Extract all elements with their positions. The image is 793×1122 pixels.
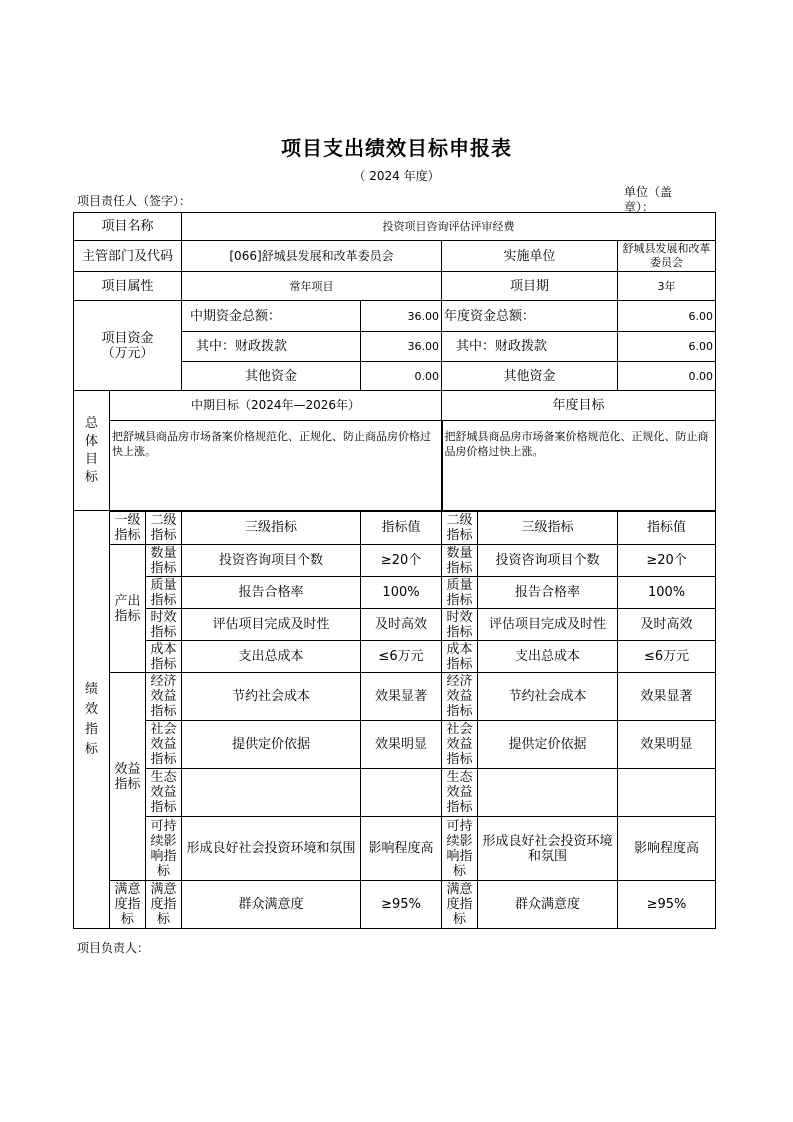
level3-cell: 群众满意度 [182, 881, 361, 929]
project-leader-label: 项目负责人： [77, 941, 150, 955]
level3-cell-year [478, 769, 618, 817]
value-cell: 及时高效 [361, 609, 442, 641]
level3-header-year: 三级指标 [478, 511, 618, 545]
value-cell-year: ≤6万元 [618, 641, 716, 673]
value-cell: 效果显著 [361, 673, 442, 721]
year-goal-header: 年度目标 [442, 391, 716, 421]
level2-cell-year: 满意度指标 [442, 881, 478, 929]
year-goal-text: 把舒城县商品房市场备案价格规范化、正规化、防止商品房价格过快上涨。 [442, 421, 716, 511]
value-header: 指标值 [361, 511, 442, 545]
level3-cell: 评估项目完成及时性 [182, 609, 361, 641]
period-value: 3年 [618, 272, 716, 301]
level3-cell-year: 群众满意度 [478, 881, 618, 929]
level3-cell: 提供定价依据 [182, 721, 361, 769]
year-label: （ 2024 年度） [353, 169, 440, 183]
level2-cell: 时效指标 [146, 609, 182, 641]
level3-cell: 支出总成本 [182, 641, 361, 673]
project-name-label: 项目名称 [74, 213, 182, 241]
value-header-year: 指标值 [618, 511, 716, 545]
attr-value: 常年项目 [182, 272, 442, 301]
level3-cell: 报告合格率 [182, 577, 361, 609]
value-cell-year: 效果显著 [618, 673, 716, 721]
page-title: 项目支出绩效目标申报表 [281, 136, 512, 160]
level2-cell: 数量指标 [146, 545, 182, 577]
level3-cell: 投资咨询项目个数 [182, 545, 361, 577]
value-cell: 100% [361, 577, 442, 609]
level2-cell-year: 社会效益指标 [442, 721, 478, 769]
value-cell-year: 效果明显 [618, 721, 716, 769]
value-cell-year: 及时高效 [618, 609, 716, 641]
value-cell-year: 100% [618, 577, 716, 609]
year-total-label: 年度资金总额： [442, 301, 618, 332]
level3-cell-year: 报告合格率 [478, 577, 618, 609]
level3-cell-year: 节约社会成本 [478, 673, 618, 721]
dept-label: 主管部门及代码 [74, 241, 182, 272]
level3-cell-year: 提供定价依据 [478, 721, 618, 769]
level1-header: 一级指标 [110, 511, 146, 545]
level3-cell [182, 769, 361, 817]
value-cell-year: 影响程度高 [618, 817, 716, 881]
project-name-value: 投资项目咨询评估评审经费 [182, 213, 716, 241]
overall-goal-label: 总体目标 [74, 391, 110, 511]
level3-cell-year: 投资咨询项目个数 [478, 545, 618, 577]
value-cell: 效果明显 [361, 721, 442, 769]
perf-indicators-label: 绩效指标 [74, 511, 110, 929]
mid-total-label: 中期资金总额： [182, 301, 361, 332]
value-cell: ≥95% [361, 881, 442, 929]
year-fiscal-value: 6.00 [618, 332, 716, 362]
level2-cell: 成本指标 [146, 641, 182, 673]
value-cell-year: ≥95% [618, 881, 716, 929]
impl-unit-label: 实施单位 [442, 241, 618, 272]
unit-seal-label: 单位（盖章）： [624, 185, 673, 214]
level2-cell: 可持续影响指标 [146, 817, 182, 881]
level2-cell-year: 质量指标 [442, 577, 478, 609]
level2-cell: 社会效益指标 [146, 721, 182, 769]
year-fiscal-label: 其中：财政拨款 [442, 332, 618, 362]
level3-cell: 节约社会成本 [182, 673, 361, 721]
level2-header-year: 二级指标 [442, 511, 478, 545]
level3-cell-year: 评估项目完成及时性 [478, 609, 618, 641]
level3-cell: 形成良好社会投资环境和氛围 [182, 817, 361, 881]
year-total-value: 6.00 [618, 301, 716, 332]
level3-cell-year: 支出总成本 [478, 641, 618, 673]
level2-header: 二级指标 [146, 511, 182, 545]
level2-cell-year: 成本指标 [442, 641, 478, 673]
level2-cell: 质量指标 [146, 577, 182, 609]
satisfaction-indicators-label: 满意度指标 [110, 881, 146, 929]
value-cell-year: ≥20个 [618, 545, 716, 577]
level2-cell: 满意度指标 [146, 881, 182, 929]
year-other-value: 0.00 [618, 362, 716, 391]
year-other-label: 其他资金 [442, 362, 618, 391]
value-cell: ≤6万元 [361, 641, 442, 673]
value-cell-year [618, 769, 716, 817]
impl-unit-value: 舒城县发展和改革委员会 [618, 241, 716, 272]
level3-cell-year: 形成良好社会投资环境和氛围 [478, 817, 618, 881]
level2-cell: 经济效益指标 [146, 673, 182, 721]
mid-other-value: 0.00 [361, 362, 442, 391]
level2-cell: 生态效益指标 [146, 769, 182, 817]
mid-fiscal-value: 36.00 [361, 332, 442, 362]
funds-label: 项目资金（万元） [74, 301, 182, 391]
level2-cell-year: 经济效益指标 [442, 673, 478, 721]
level2-cell-year: 时效指标 [442, 609, 478, 641]
value-cell [361, 769, 442, 817]
benefit-indicators-label: 效益指标 [110, 673, 146, 881]
level2-cell-year: 可持续影响指标 [442, 817, 478, 881]
level2-cell-year: 数量指标 [442, 545, 478, 577]
dept-value: [066]舒城县发展和改革委员会 [182, 241, 442, 272]
output-indicators-label: 产出指标 [110, 545, 146, 673]
mid-goal-text: 把舒城县商品房市场备案价格规范化、正规化、防止商品房价格过快上涨。 [110, 421, 442, 511]
mid-other-label: 其他资金 [182, 362, 361, 391]
performance-target-form [73, 212, 716, 929]
responsible-signature-label: 项目责任人（签字）： [77, 194, 192, 208]
attr-label: 项目属性 [74, 272, 182, 301]
value-cell: ≥20个 [361, 545, 442, 577]
level2-cell-year: 生态效益指标 [442, 769, 478, 817]
mid-goal-header: 中期目标（2024年—2026年） [110, 391, 442, 421]
period-label: 项目期 [442, 272, 618, 301]
level3-header: 三级指标 [182, 511, 361, 545]
mid-total-value: 36.00 [361, 301, 442, 332]
value-cell: 影响程度高 [361, 817, 442, 881]
mid-fiscal-label: 其中：财政拨款 [182, 332, 361, 362]
